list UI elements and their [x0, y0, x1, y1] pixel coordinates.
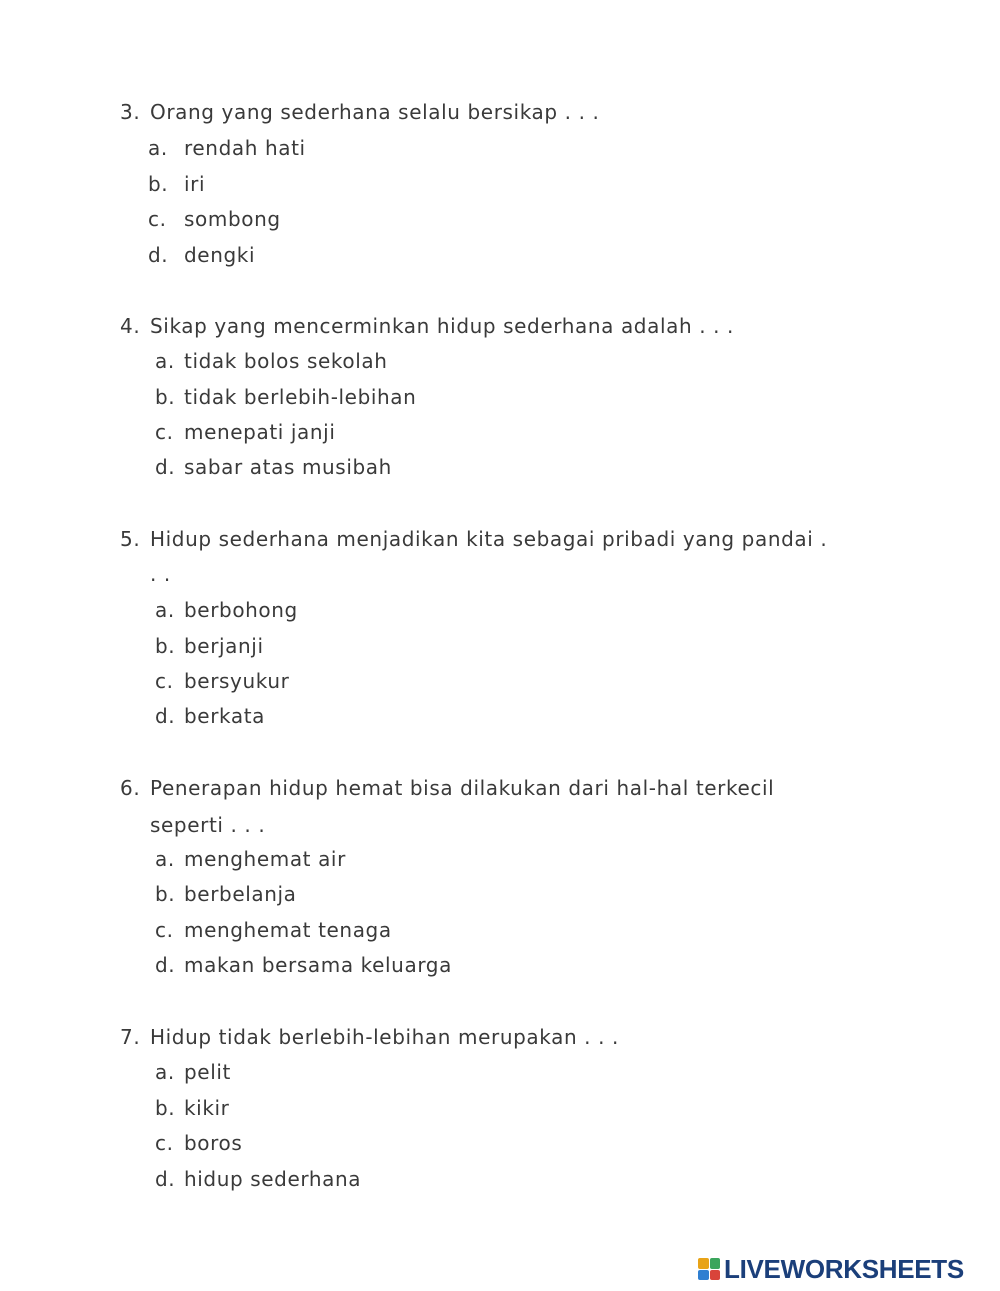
option-text[interactable]: sabar atas musibah	[184, 455, 392, 479]
option-letter: b.	[155, 634, 176, 658]
option-text[interactable]: sombong	[184, 207, 281, 231]
option-letter: a.	[155, 349, 175, 373]
option-text[interactable]: bersyukur	[184, 669, 290, 693]
option-letter: c.	[155, 918, 174, 942]
option-letter: b.	[148, 172, 169, 196]
option-letter: d.	[155, 1167, 176, 1191]
option-letter: a.	[155, 598, 175, 622]
option-letter: b.	[155, 1096, 176, 1120]
option-text[interactable]: rendah hati	[184, 136, 306, 160]
option-text[interactable]: menepati janji	[184, 420, 336, 444]
logo-mark-square	[710, 1270, 721, 1281]
logo-mark-square	[710, 1258, 721, 1269]
liveworksheets-logo-icon	[698, 1258, 720, 1280]
option-letter: c.	[155, 420, 174, 444]
option-text[interactable]: menghemat tenaga	[184, 918, 392, 942]
logo-text: LIVEWORKSHEETS	[724, 1254, 964, 1284]
option-text[interactable]: kikir	[184, 1096, 230, 1120]
option-letter: a.	[155, 847, 175, 871]
question-text-continued: . .	[150, 562, 171, 586]
option-text[interactable]: hidup sederhana	[184, 1167, 362, 1191]
question-text-continued: seperti . . .	[150, 813, 266, 837]
option-letter: a.	[155, 1060, 175, 1084]
option-text[interactable]: tidak bolos sekolah	[184, 349, 388, 373]
option-text[interactable]: berjanji	[184, 634, 264, 658]
option-letter: d.	[155, 455, 176, 479]
option-text[interactable]: menghemat air	[184, 847, 346, 871]
question-text: Penerapan hidup hemat bisa dilakukan dari hal-hal terkecil	[150, 776, 775, 800]
option-text[interactable]: iri	[184, 172, 206, 196]
question-text: Hidup sederhana menjadikan kita sebagai pribadi yang pandai .	[150, 527, 828, 551]
question-text: Orang yang sederhana selalu bersikap . . .	[150, 100, 600, 124]
option-letter: a.	[148, 136, 168, 160]
option-text[interactable]: makan bersama keluarga	[184, 953, 452, 977]
question-number: 4.	[120, 314, 141, 338]
option-letter: b.	[155, 882, 176, 906]
logo-mark-square	[698, 1270, 709, 1281]
question-number: 6.	[120, 776, 141, 800]
liveworksheets-logo	[698, 1256, 964, 1282]
option-text[interactable]: pelit	[184, 1060, 231, 1084]
logo-mark-square	[698, 1258, 709, 1269]
option-text[interactable]: berkata	[184, 704, 266, 728]
option-letter: d.	[155, 704, 176, 728]
option-text[interactable]: tidak berlebih-lebihan	[184, 385, 417, 409]
option-letter: d.	[155, 953, 176, 977]
option-letter: c.	[148, 207, 167, 231]
option-text[interactable]: berbohong	[184, 598, 298, 622]
question-text: Sikap yang mencerminkan hidup sederhana adalah . . .	[150, 314, 734, 338]
option-letter: c.	[155, 669, 174, 693]
question-number: 3.	[120, 100, 141, 124]
question-number: 7.	[120, 1025, 141, 1049]
question-text: Hidup tidak berlebih-lebihan merupakan . . .	[150, 1025, 619, 1049]
option-letter: b.	[155, 385, 176, 409]
option-letter: d.	[148, 243, 169, 267]
option-letter: c.	[155, 1131, 174, 1155]
option-text[interactable]: boros	[184, 1131, 243, 1155]
option-text[interactable]: dengki	[184, 243, 256, 267]
option-text[interactable]: berbelanja	[184, 882, 297, 906]
question-number: 5.	[120, 527, 141, 551]
